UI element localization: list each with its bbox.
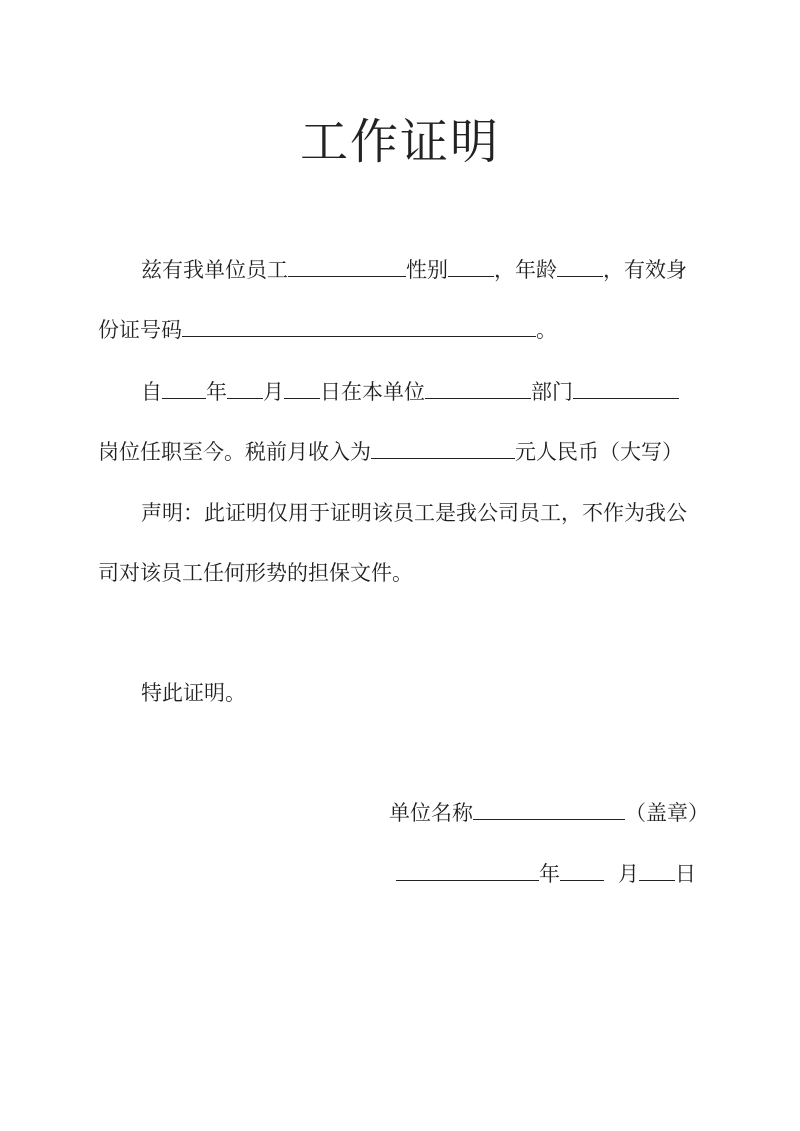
start-month-blank[interactable] (227, 377, 263, 399)
sign-month-blank[interactable] (560, 859, 604, 881)
dept-blank[interactable] (573, 377, 679, 399)
declaration-line-2: 司对该员工任何形势的担保文件。 (98, 561, 413, 585)
id-prefix: ，有效身 (603, 258, 687, 282)
salary-blank[interactable] (371, 437, 515, 459)
from-label: 自 (141, 380, 162, 404)
id-number-blank[interactable] (182, 315, 536, 337)
start-year-blank[interactable] (162, 377, 206, 399)
start-day-blank[interactable] (284, 377, 320, 399)
sign-year-blank[interactable] (396, 859, 539, 881)
closing-statement: 特此证明。 (141, 681, 246, 705)
employee-line (141, 254, 687, 286)
dept-label: 部门 (531, 380, 573, 404)
day-unit-label: 日在本单位 (320, 380, 425, 404)
signature-date-line (396, 858, 696, 890)
gender-blank[interactable] (448, 255, 494, 277)
page-title: 工作证明 (299, 114, 500, 170)
unit-blank[interactable] (425, 377, 531, 399)
month-label: 月 (263, 380, 284, 404)
currency-label: 元人民币（大写） (515, 440, 683, 464)
sign-year-label: 年 (539, 862, 560, 886)
post-text: 岗位任职至今。税前月收入为 (98, 440, 371, 464)
id-number-line (98, 314, 557, 346)
salary-line (98, 436, 683, 468)
id-label: 份证号码 (98, 318, 182, 342)
unit-name-label: 单位名称 (389, 801, 473, 825)
stamp-label: （盖章） (625, 801, 709, 825)
age-blank[interactable] (557, 255, 603, 277)
id-end: 。 (536, 318, 557, 342)
employment-date-line (141, 376, 679, 408)
declaration-line-1: 声明：此证明仅用于证明该员工是我公司员工，不作为我公 (141, 501, 687, 525)
unit-name-line (389, 797, 709, 829)
sign-day-blank[interactable] (639, 859, 675, 881)
employee-prefix: 兹有我单位员工 (141, 258, 288, 282)
age-label: ，年龄 (494, 258, 557, 282)
sign-month-label: 月 (618, 862, 639, 886)
employee-name-blank[interactable] (288, 255, 406, 277)
unit-name-blank[interactable] (473, 798, 625, 820)
sign-day-label: 日 (675, 862, 696, 886)
gender-label: 性别 (406, 258, 448, 282)
year-label: 年 (206, 380, 227, 404)
